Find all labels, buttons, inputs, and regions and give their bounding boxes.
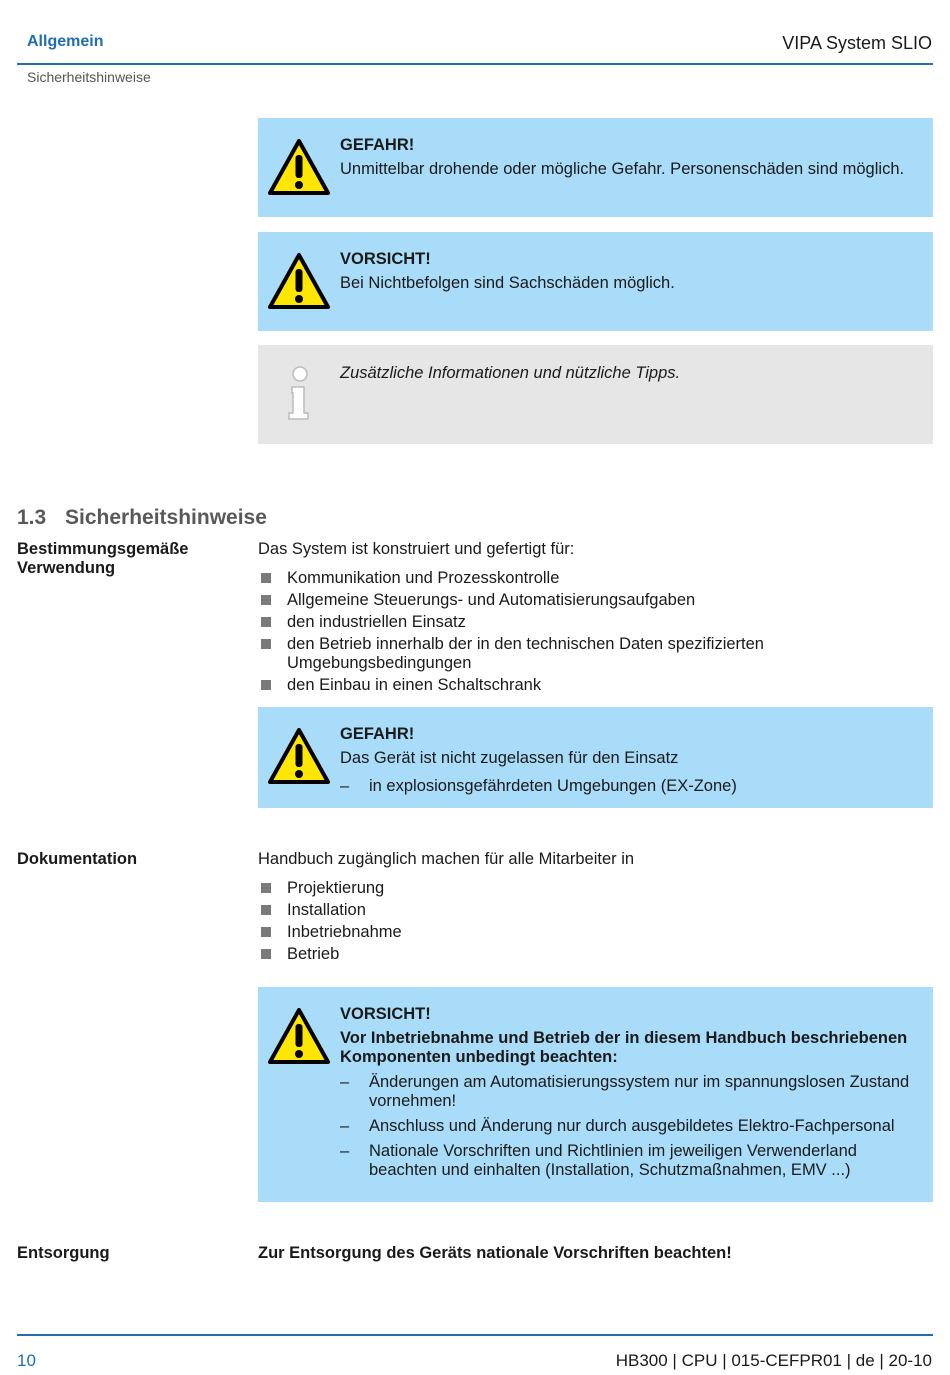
caution-legend-box: [258, 232, 933, 331]
footer-divider: [17, 1334, 933, 1336]
header-divider: [17, 63, 933, 65]
document-reference: HB300 | CPU | 015-CEFPR01 | de | 20-10: [615, 1351, 932, 1370]
list-item: Allgemeine Steuerungs- und Automatisierungsaufgaben: [258, 591, 930, 610]
dash-item: – in explosionsgefährdeten Umgebungen (EX-Zone): [340, 777, 737, 795]
bullet-square-icon: [261, 927, 271, 937]
commissioning-caution-title: VORSICHT!: [340, 1005, 431, 1023]
warning-triangle-icon: [267, 252, 331, 310]
commissioning-caution-box: [258, 987, 933, 1202]
intended-use-list: [258, 569, 930, 698]
list-item: Projektierung: [258, 879, 930, 898]
ex-zone-danger-box: [258, 707, 933, 808]
list-item: den Einbau in einen Schaltschrank: [258, 676, 930, 695]
warning-triangle-icon: [267, 138, 331, 196]
intended-use-label: Bestimmungsgemäße Verwendung: [17, 540, 189, 577]
ex-zone-danger-text: Das Gerät ist nicht zugelassen für den Einsatz: [340, 749, 679, 767]
bullet-square-icon: [261, 595, 271, 605]
caution-legend-title: VORSICHT!: [340, 250, 431, 268]
commissioning-caution-text: Vor Inbetriebnahme und Betrieb der in diesem Handbuch beschriebenen Komponenten unbedingt beachten:: [340, 1029, 908, 1066]
section-heading: [17, 506, 267, 530]
bullet-square-icon: [261, 639, 271, 649]
section-title: Sicherheitshinweise: [65, 506, 267, 529]
list-item: den industriellen Einsatz: [258, 613, 930, 632]
list-item: Kommunikation und Prozesskontrolle: [258, 569, 930, 588]
disposal-label: Entsorgung: [17, 1244, 110, 1262]
bullet-square-icon: [261, 949, 271, 959]
section-number: 1.3: [17, 506, 47, 529]
danger-legend-text: Unmittelbar drohende oder mögliche Gefahr. Personenschäden sind möglich.: [340, 160, 905, 178]
bullet-square-icon: [261, 573, 271, 583]
dash-item: – Nationale Vorschriften und Richtlinien im jeweiligen Verwenderland beachten und einhalten (Installation, Schutzmaßnahmen, EMV ...): [340, 1142, 857, 1179]
bullet-square-icon: [261, 680, 271, 690]
bullet-square-icon: [261, 617, 271, 627]
documentation-intro: Handbuch zugänglich machen für alle Mitarbeiter in: [258, 850, 635, 868]
list-item: Betrieb: [258, 945, 930, 964]
list-item: den Betrieb innerhalb der in den technischen Daten spezifizierten Umgebungsbedingungen: [258, 635, 930, 673]
page-number: 10: [17, 1351, 36, 1370]
caution-legend-text: Bei Nichtbefolgen sind Sachschäden möglich.: [340, 274, 675, 292]
dash-item: – Anschluss und Änderung nur durch ausgebildetes Elektro-Fachpersonal: [340, 1117, 895, 1135]
warning-triangle-icon: [267, 727, 331, 785]
info-legend-text: Zusätzliche Informationen und nützliche Tipps.: [340, 364, 681, 382]
disposal-text: Zur Entsorgung des Geräts nationale Vorschriften beachten!: [258, 1244, 732, 1262]
list-item: Installation: [258, 901, 930, 920]
header-product-name: VIPA System SLIO: [782, 33, 932, 53]
dash-item: – Änderungen am Automatisierungssystem nur im spannungslosen Zustand vornehmen!: [340, 1073, 910, 1110]
list-item: Inbetriebnahme: [258, 923, 930, 942]
bullet-square-icon: [261, 905, 271, 915]
intended-use-intro: Das System ist konstruiert und gefertigt für:: [258, 540, 575, 558]
header-section-title: Allgemein: [27, 33, 104, 50]
info-legend-box: [258, 345, 933, 444]
documentation-list: [258, 879, 930, 967]
bullet-square-icon: [261, 883, 271, 893]
warning-triangle-icon: [267, 1007, 331, 1065]
ex-zone-danger-title: GEFAHR!: [340, 725, 415, 743]
info-icon: [280, 363, 320, 423]
documentation-label: Dokumentation: [17, 850, 138, 868]
header-subsection: Sicherheitshinweise: [27, 69, 151, 85]
danger-legend-box: [258, 118, 933, 217]
danger-legend-title: GEFAHR!: [340, 136, 415, 154]
